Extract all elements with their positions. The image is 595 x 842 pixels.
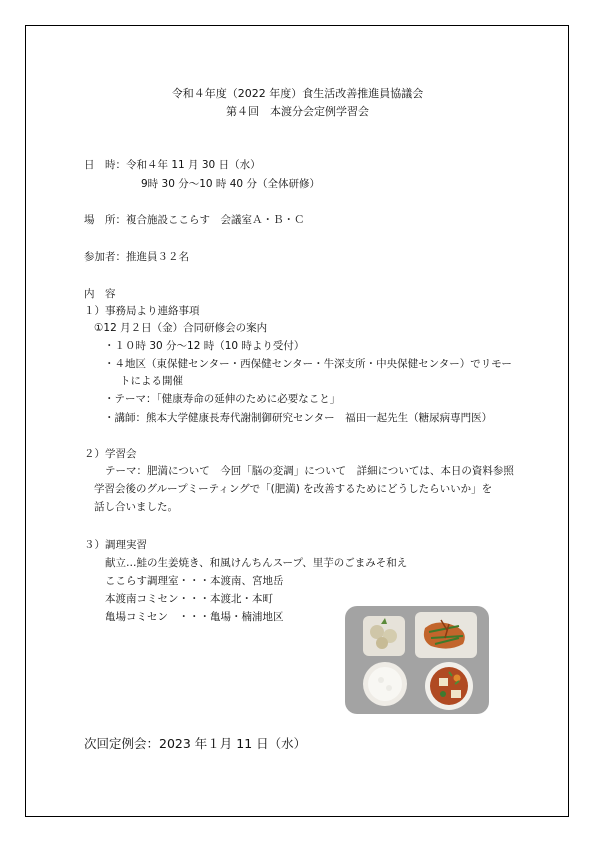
attendees-line: 参加者：推進員３２名: [84, 251, 189, 263]
section3-title: ３）調理実習: [84, 539, 147, 551]
time-line: 9時 30 分～10 時 40 分（全体研修）: [141, 178, 320, 190]
section2-line: 話し合いました。: [94, 501, 178, 513]
section1-bullet: ・４地区（東保健センター・西保健センター・牛深支所・中央保健センター）でリモー: [104, 358, 512, 370]
cooking-location-line: 本渡南コミセン・・・本渡北・本町: [105, 593, 273, 605]
section2-title: ２）学習会: [84, 448, 137, 460]
page-title: 令和４年度（2022 年度）食生活改善推進員協議会: [171, 87, 424, 100]
section1-bullet: ・講師：熊本大学健康長寿代謝制御研究センター 福田一起先生（糖尿病専門医）: [104, 412, 493, 424]
meal-photo: [345, 606, 489, 714]
page-subtitle: 第４回 本渡分会定例学習会: [226, 105, 369, 118]
section2-line: テーマ：肥満について 今回「脳の変調」について 詳細については、本日の資料参照: [105, 465, 514, 477]
cooking-location-line: ここらす調理室・・・本渡南、宮地岳: [105, 575, 284, 587]
cooking-location-line: 亀場コミセン ・・・亀場・楠浦地区: [105, 611, 284, 623]
section1-bullet-continued: トによる開催: [120, 375, 183, 387]
place-line: 場 所：複合施設ここらす 会議室Ａ・Ｂ・Ｃ: [84, 214, 305, 226]
date-line: 日 時：令和４年 11 月 30 日（水）: [84, 159, 261, 171]
menu-line: 献立…鮭の生姜焼き、和風けんちんスープ、里芋のごまみそ和え: [105, 557, 408, 569]
section1-title: １）事務局より連絡事項: [84, 305, 200, 317]
section1-bullet: ・１０時 30 分～12 時（10 時より受付）: [104, 340, 305, 352]
content-heading: 内 容: [84, 288, 116, 300]
section1-subtitle: ①12 月２日（金）合同研修会の案内: [94, 322, 268, 334]
section2-line: 学習会後のグループミーティングで「(肥満) を改善するためにどうしたらいいか」を: [94, 483, 493, 495]
section1-bullet: ・テーマ：「健康寿命の延伸のために必要なこと」: [104, 393, 341, 405]
next-meeting: 次回定例会：2023 年１月 11 日（水）: [84, 736, 307, 751]
